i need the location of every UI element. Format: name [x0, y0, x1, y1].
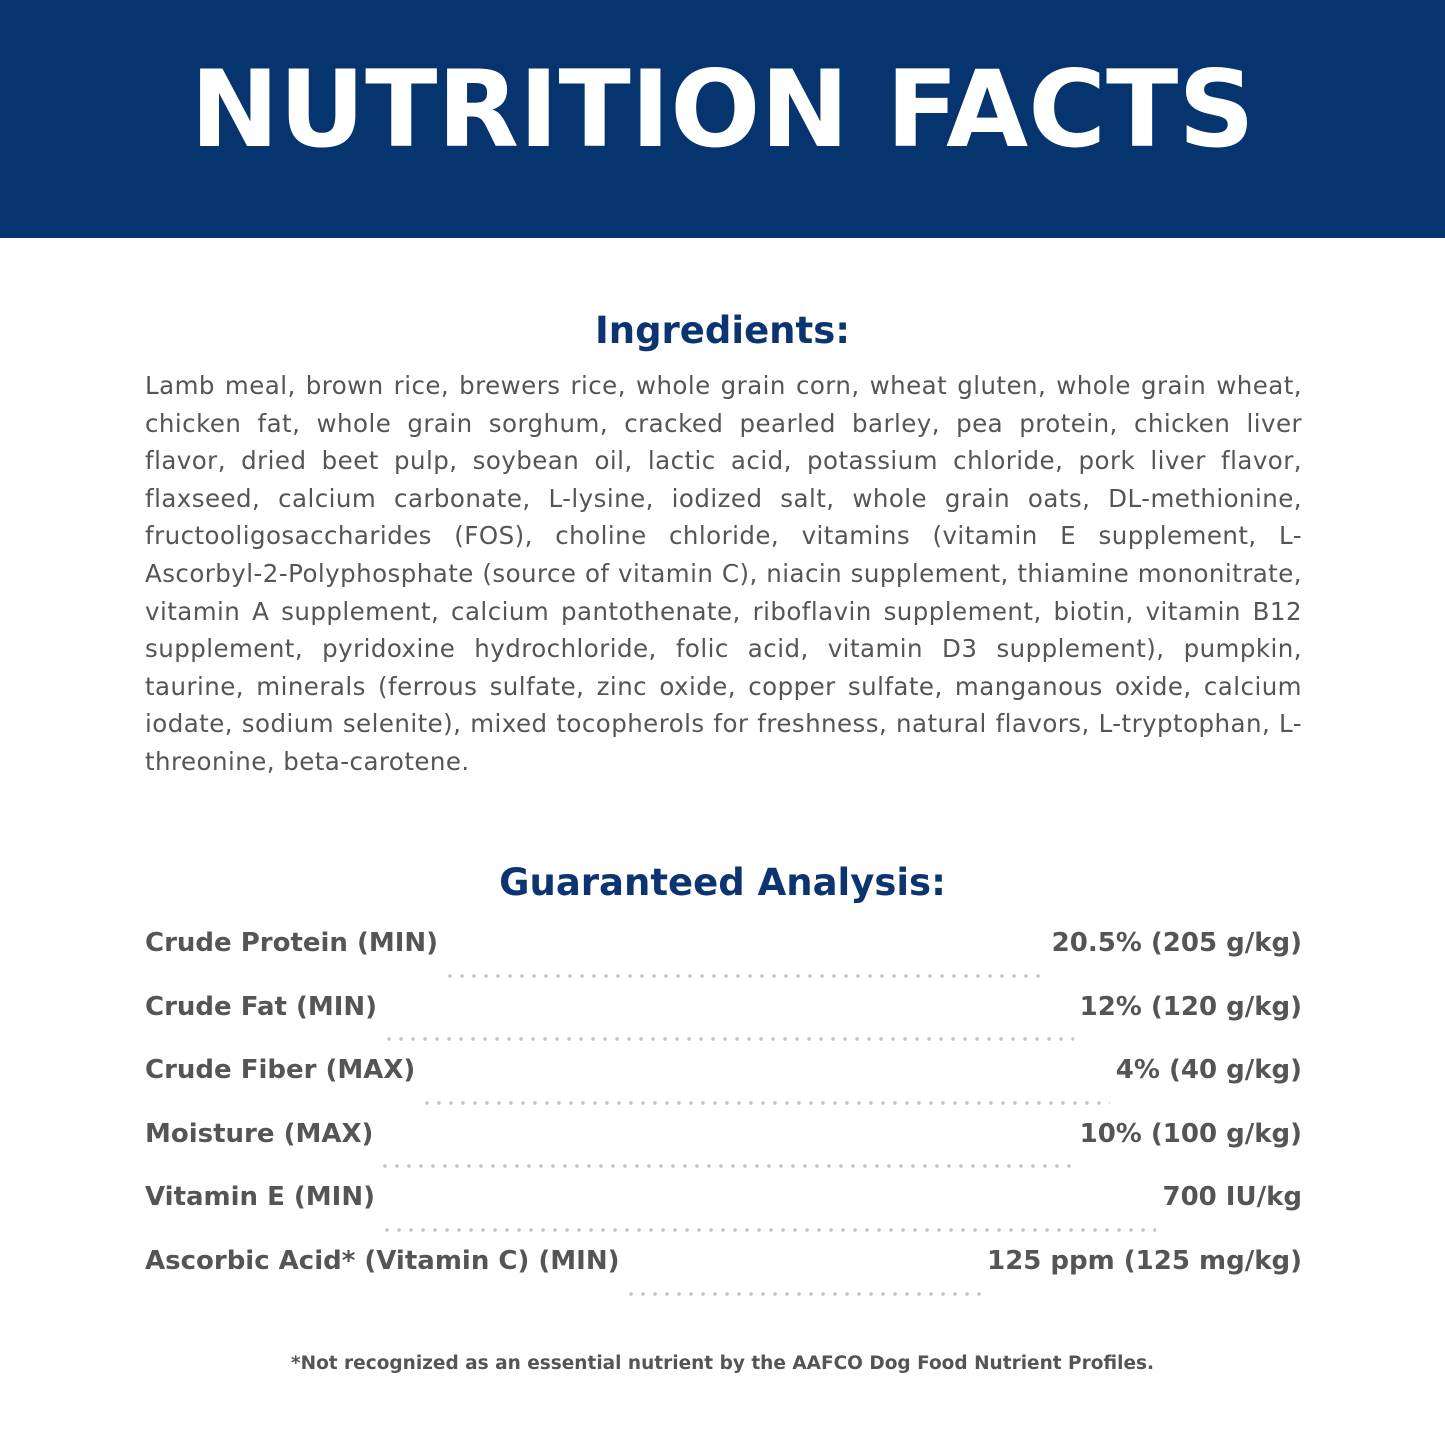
analysis-row-name: Ascorbic Acid* (Vitamin C) (MIN) [145, 1245, 620, 1276]
analysis-row-name: Moisture (MAX) [145, 1118, 374, 1149]
analysis-row-value: 125 ppm (125 mg/kg) [987, 1245, 1302, 1276]
footnote: *Not recognized as an essential nutrient by the AAFCO Dog Food Nutrient Profiles. [290, 1353, 1155, 1374]
analysis-row [145, 1119, 1302, 1183]
analysis-row-name: Crude Fiber (MAX) [145, 1055, 416, 1086]
analysis-row-value: 10% (100 g/kg) [1079, 1118, 1302, 1149]
header-banner [0, 0, 1445, 238]
analysis-row-name: Vitamin E (MIN) [145, 1182, 376, 1213]
ingredients-text: Lamb meal, brown rice, brewers rice, whole grain corn, wheat gluten, whole grain wheat, chicken fat, whole grain sorghum, cracked pearled barley, pea protein, chicken liver flavor, dried beet pulp, soybean oil, lactic acid, potassium chloride, pork liver flavor, flaxseed, calcium carbonate, L-lysine, iodized salt, whole grain oats, DL-methionine, fructooligosaccharides (FOS), choline chloride, vitamins (vitamin E supplement, L-Ascorbyl-2-Polyphosphate (source of vitamin C), niacin supplement, thiamine mononitrate, vitamin A supplement, calcium pantothenate, riboflavin supplement, biotin, vitamin B12 supplement, pyridoxine hydrochloride, folic acid, vitamin D3 supplement), pumpkin, taurine, minerals (ferrous sulfate, zinc oxide, copper sulfate, manganous oxide, calcium iodate, sodium selenite), mixed tocopherols for freshness, natural flavors, L-tryptophan, L-threonine, beta-carotene. [145, 371, 1302, 776]
analysis-row [145, 992, 1302, 1056]
analysis-row-value: 12% (120 g/kg) [1079, 991, 1302, 1022]
page-title: NUTRITION FACTS [190, 48, 1255, 171]
dot-leader [383, 1037, 1074, 1041]
analysis-row [145, 1182, 1302, 1246]
dot-leader [444, 974, 1046, 978]
dot-leader [625, 1292, 981, 1296]
guaranteed-analysis-list [145, 928, 1302, 1310]
analysis-row-value: 20.5% (205 g/kg) [1051, 928, 1302, 958]
analysis-row-value: 4% (40 g/kg) [1115, 1055, 1302, 1086]
dot-leader [379, 1164, 1073, 1168]
ingredients-heading: Ingredients: [594, 309, 851, 352]
dot-leader [381, 1228, 1156, 1232]
analysis-row [145, 1055, 1302, 1119]
analysis-row [145, 1246, 1302, 1310]
guaranteed-analysis-heading: Guaranteed Analysis: [499, 861, 946, 904]
analysis-row [145, 928, 1302, 992]
dot-leader [421, 1101, 1109, 1105]
analysis-row-name: Crude Fat (MIN) [145, 991, 378, 1022]
analysis-row-name: Crude Protein (MIN) [145, 928, 439, 958]
analysis-row-value: 700 IU/kg [1162, 1182, 1302, 1213]
